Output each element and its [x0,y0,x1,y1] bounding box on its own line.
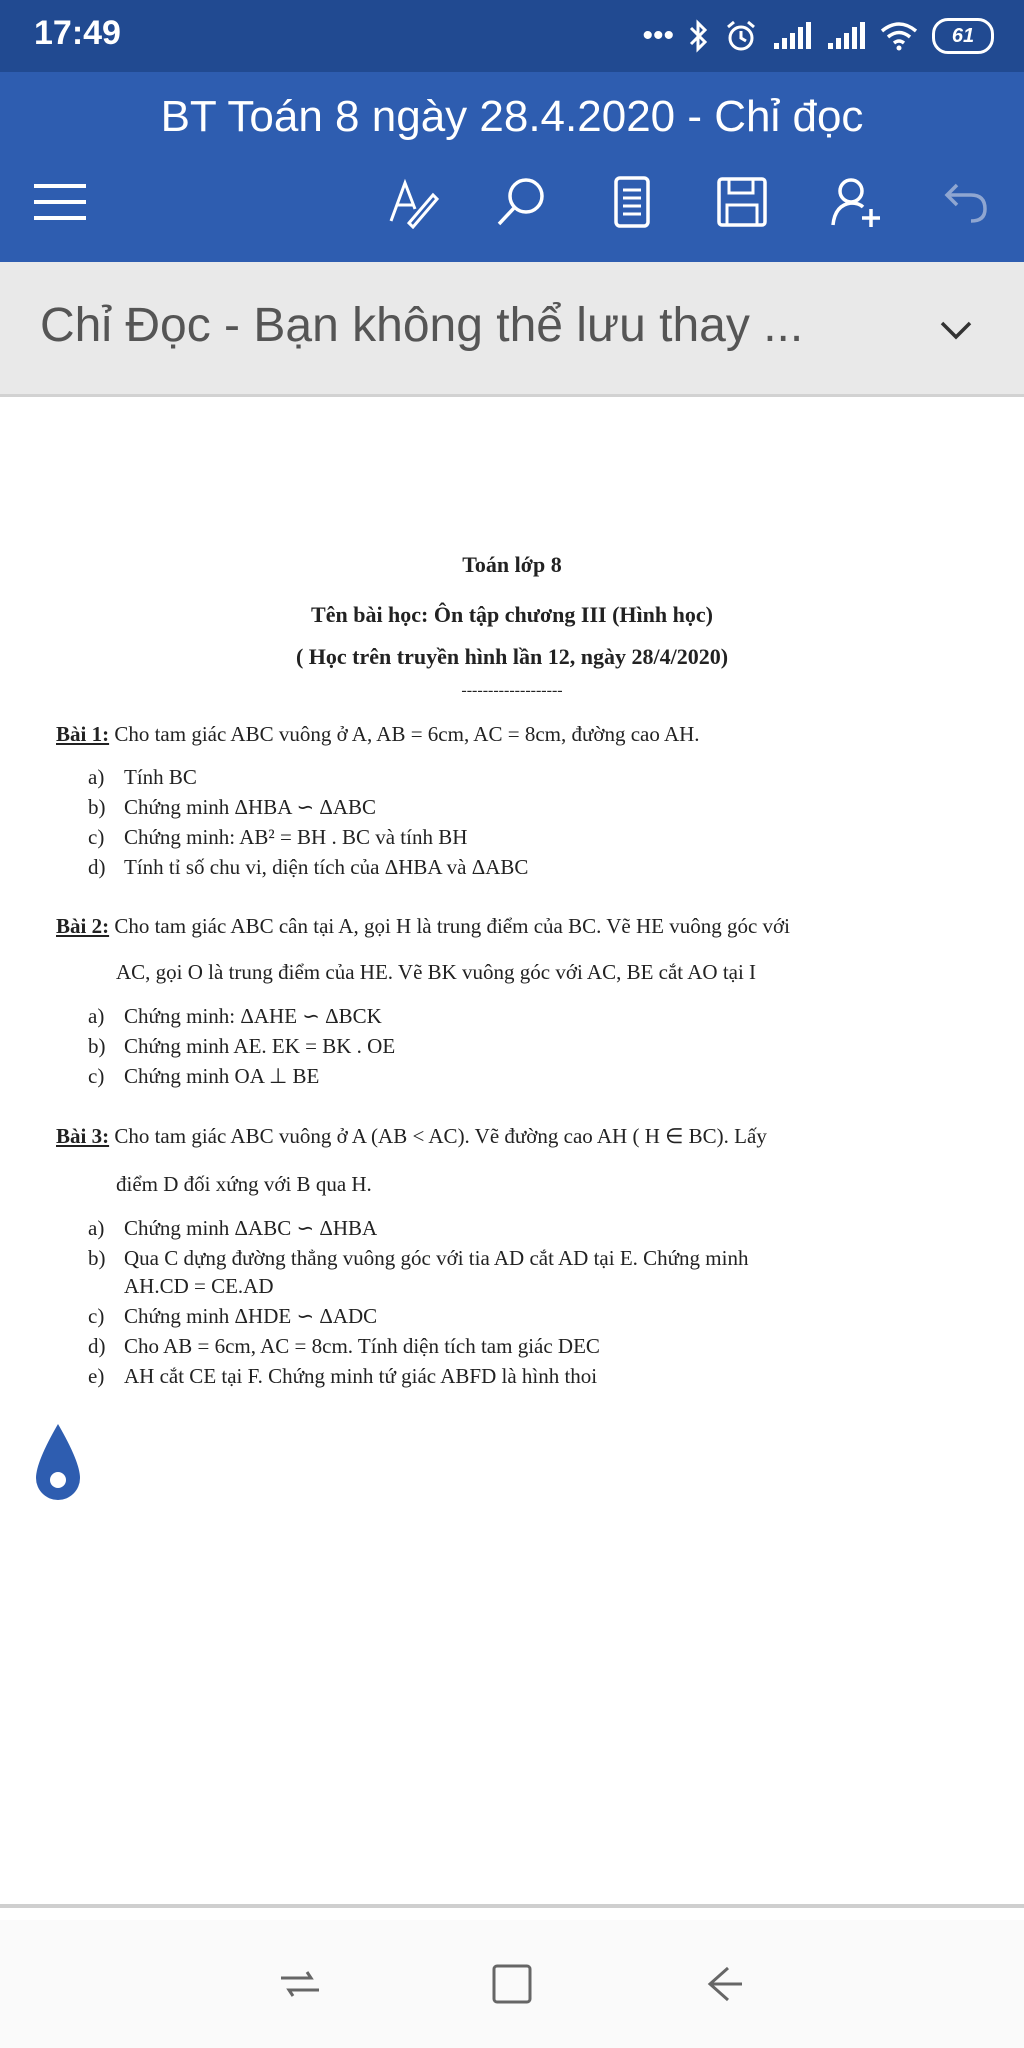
chevron-down-icon [939,319,973,341]
bluetooth-icon [688,19,710,53]
alarm-icon [724,19,758,53]
text-format-icon [385,175,439,229]
list-item: b) Chứng minh AE. EK = BK . OE [88,1034,396,1058]
list-item: a) Tính BC [88,765,197,789]
recent-apps-icon [277,1964,323,2004]
readonly-message: Chỉ Đọc - Bạn không thể lưu thay ... [40,299,804,352]
save-icon [715,175,769,229]
list-item: e) AH cắt CE tại F. Chứng minh tứ giác ABFD là hình thoi [88,1364,598,1388]
list-item: b) Chứng minh ΔHBA ∽ ΔABC [88,795,377,819]
expand-banner-button[interactable] [928,302,984,358]
doc-session: ( Học trên truyền hình lần 12, ngày 28/4/2020) [295,644,729,669]
nav-divider [0,1904,1024,1908]
list-item: d) Cho AB = 6cm, AC = 8cm. Tính diện tích tam giác DEC [88,1334,600,1358]
share-icon [829,175,883,229]
undo-button[interactable] [934,170,998,234]
exercise-2-statement [56,914,790,939]
home-button[interactable] [482,1954,542,2014]
readonly-banner[interactable] [0,262,1024,397]
search-button[interactable] [490,170,554,234]
system-nav-bar [0,1920,1024,2048]
battery-indicator: 61 [932,18,994,54]
list-item: AH.CD = CE.AD [124,1274,274,1298]
home-icon [490,1962,534,2006]
list-item: c) Chứng minh OA ⊥ BE [88,1064,320,1088]
exercise-3-statement [56,1124,767,1149]
exercise-3-text: Cho tam giác ABC vuông ở A (AB < AC). Vẽ đường cao AH ( H ∈ BC). Lấy [109,1124,767,1148]
undo-icon [941,177,991,227]
status-bar [0,0,1024,72]
exercise-2-text: Cho tam giác ABC cân tại A, gọi H là trung điểm của BC. Vẽ HE vuông góc với [109,914,790,938]
search-icon [494,174,550,230]
exercise-3-text-continued: điểm D đối xứng với B qua H. [116,1172,372,1196]
reading-view-icon [610,174,654,230]
wifi-icon [880,21,918,51]
doc-divider: ------------------- [461,682,563,699]
app-header [0,72,1024,262]
list-item: c) Chứng minh ΔHDE ∽ ΔADC [88,1304,378,1328]
doc-lesson-title: Tên bài học: Ôn tập chương III (Hình học) [311,602,713,627]
exercise-1-statement [56,722,700,747]
document-title: BT Toán 8 ngày 28.4.2020 - Chỉ đọc [160,92,864,141]
document-page [0,400,1024,1900]
exercise-1-text: Cho tam giác ABC vuông ở A, AB = 6cm, AC = 8cm, đường cao AH. [109,722,700,746]
doc-heading: Toán lớp 8 [462,552,562,577]
back-icon [702,1962,746,2006]
text-format-button[interactable] [380,170,444,234]
signal-icon [772,21,812,51]
recent-apps-button[interactable] [270,1954,330,2014]
save-button[interactable] [710,170,774,234]
list-item: c) Chứng minh: AB² = BH . BC và tính BH [88,825,468,849]
list-item: a) Chứng minh ΔABC ∽ ΔHBA [88,1216,378,1240]
more-notifications-icon: ••• [642,19,674,52]
menu-icon [32,182,88,222]
list-item: b) Qua C dựng đường thẳng vuông góc với tia AD cắt AD tại E. Chứng minh [88,1246,749,1270]
exercise-3-label: Bài 3: [56,1124,110,1148]
status-icons [642,16,994,56]
signal-icon-2 [826,21,866,51]
list-item: d) Tính tỉ số chu vi, diện tích của ΔHBA và ΔABC [88,855,529,879]
status-time: 17:49 [34,14,121,52]
exercise-1-label: Bài 1: [56,722,110,746]
cursor-handle-icon[interactable] [30,1422,86,1504]
share-button[interactable] [824,170,888,234]
exercise-2-text-continued: AC, gọi O là trung điểm của HE. Vẽ BK vuông góc với AC, BE cắt AO tại I [116,960,757,984]
menu-button[interactable] [28,170,92,234]
back-button[interactable] [694,1954,754,2014]
list-item: a) Chứng minh: ΔAHE ∽ ΔBCK [88,1004,382,1028]
exercise-2-label: Bài 2: [56,914,110,938]
reading-view-button[interactable] [600,170,664,234]
